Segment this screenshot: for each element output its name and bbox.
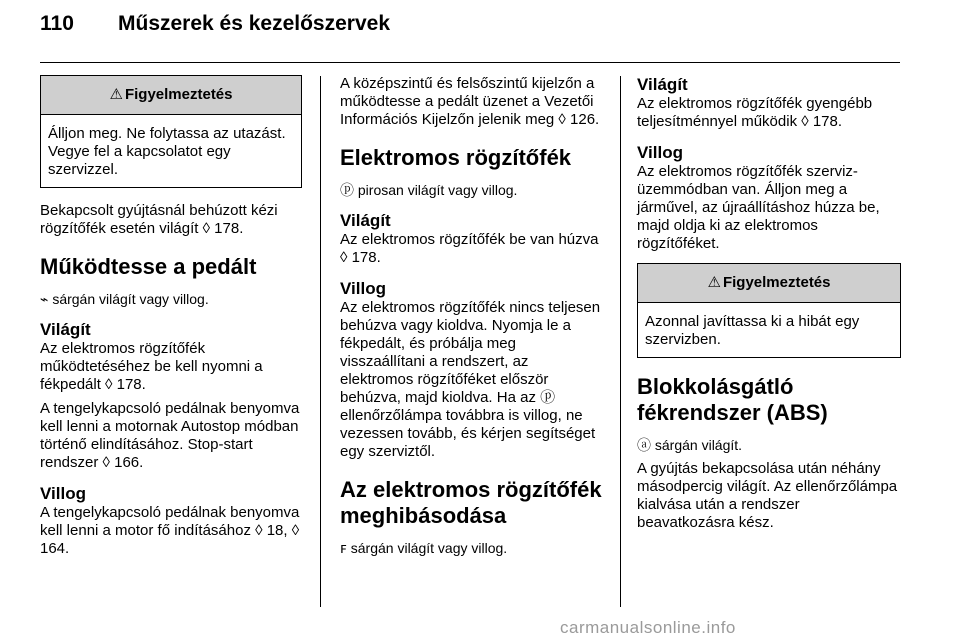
subheading: Villog bbox=[637, 143, 683, 162]
subheading: Világít bbox=[637, 75, 688, 94]
page-title: Műszerek és kezelőszervek bbox=[118, 12, 391, 35]
warning-header bbox=[41, 76, 301, 115]
paragraph: Az elektromos rögzítőfék működtetéséhez be kell nyomni a fékpedált ◊ 178. bbox=[40, 340, 263, 393]
warning-triangle-icon: ⚠ bbox=[109, 86, 123, 103]
column-2 bbox=[340, 75, 604, 563]
header-rule bbox=[40, 62, 900, 63]
paragraph: A tengelykapcsoló pedálnak benyomva kell lenni a motornak Autostop módban történő elindításához. Stop-start rendszer ◊ 166. bbox=[40, 400, 300, 471]
subheading: Villog bbox=[40, 484, 86, 503]
subheading: Villog bbox=[340, 279, 386, 298]
column-divider-1 bbox=[320, 76, 321, 607]
section-heading: Működtesse a pedált bbox=[40, 254, 257, 279]
paragraph: A tengelykapcsoló pedálnak benyomva kell lenni a motor fő indításához ◊ 18, ◊ 164. bbox=[40, 504, 300, 557]
subheading: Világít bbox=[340, 211, 391, 230]
page-number: 110 bbox=[40, 12, 74, 35]
paragraph: Az elektromos rögzítőfék nincs teljesen behúzva vagy kioldva. Nyomja le a fékpedált, és próbálja meg visszaállítani a rendszert, az elektromos rögzítőféket először behúzva, majd kioldva. Ha az ⓟ ellenőrzőlámpa továbbra is villog, ne vezessen tovább, és kérjen segítséget egy szerviztől. bbox=[340, 299, 601, 460]
paragraph: A gyújtás bekapcsolása után néhány másodpercig világít. Az ellenőrzőlámpa kialvása után a rendszer beavatkozásra kész. bbox=[637, 460, 898, 531]
paragraph: Bekapcsolt gyújtásnál behúzott kézi rögzítőfék esetén világít ◊ 178. bbox=[40, 202, 278, 237]
warning-title: Figyelmeztetés bbox=[124, 86, 233, 103]
abs-indicator-text: ⓐ sárgán világít. bbox=[637, 437, 743, 453]
warning-text: Azonnal javíttassa ki a hibát egy szervizben. bbox=[645, 313, 860, 348]
paragraph: Az elektromos rögzítőfék be van húzva ◊ 178. bbox=[340, 231, 599, 266]
section-heading: Elektromos rögzítőfék bbox=[340, 145, 572, 170]
column-3 bbox=[637, 75, 901, 538]
watermark: carmanualsonline.info bbox=[560, 618, 736, 637]
subheading: Világít bbox=[40, 320, 91, 339]
page-header bbox=[40, 12, 390, 36]
epb-indicator-text: ⓟ pirosan világít vagy villog. bbox=[340, 182, 518, 198]
paragraph: A középszintű és felsőszintű kijelzőn a működtesse a pedált üzenet a Vezetői Információs Kijelzőn jelenik meg ◊ 126. bbox=[340, 75, 600, 128]
warning-title: Figyelmeztetés bbox=[722, 274, 831, 291]
paragraph: Az elektromos rögzítőfék gyengébb teljesítménnyel működik ◊ 178. bbox=[637, 95, 873, 130]
section-heading: Blokkolásgátló fékrendszer (ABS) bbox=[637, 374, 828, 425]
warning-box bbox=[40, 75, 302, 188]
paragraph: Az elektromos rögzítőfék szerviz-üzemmódban van. Álljon meg a járművel, az újraállításhoz húzza be, majd oldja ki az elektromos rögzítőféket. bbox=[637, 163, 880, 252]
pedal-indicator-text: ⌁ sárgán világít vagy villog. bbox=[40, 291, 209, 307]
column-divider-2 bbox=[620, 76, 621, 607]
warning-box bbox=[637, 263, 901, 358]
warning-text: Álljon meg. Ne folytassa az utazást. Vegye fel a kapcsolatot egy szervizzel. bbox=[48, 125, 286, 178]
fault-indicator-text: ꜰ sárgán világít vagy villog. bbox=[340, 540, 508, 556]
column-1 bbox=[40, 75, 302, 564]
section-heading: Az elektromos rögzítőfék meghibásodása bbox=[340, 477, 602, 528]
warning-triangle-icon: ⚠ bbox=[707, 274, 721, 291]
warning-header bbox=[638, 264, 900, 303]
